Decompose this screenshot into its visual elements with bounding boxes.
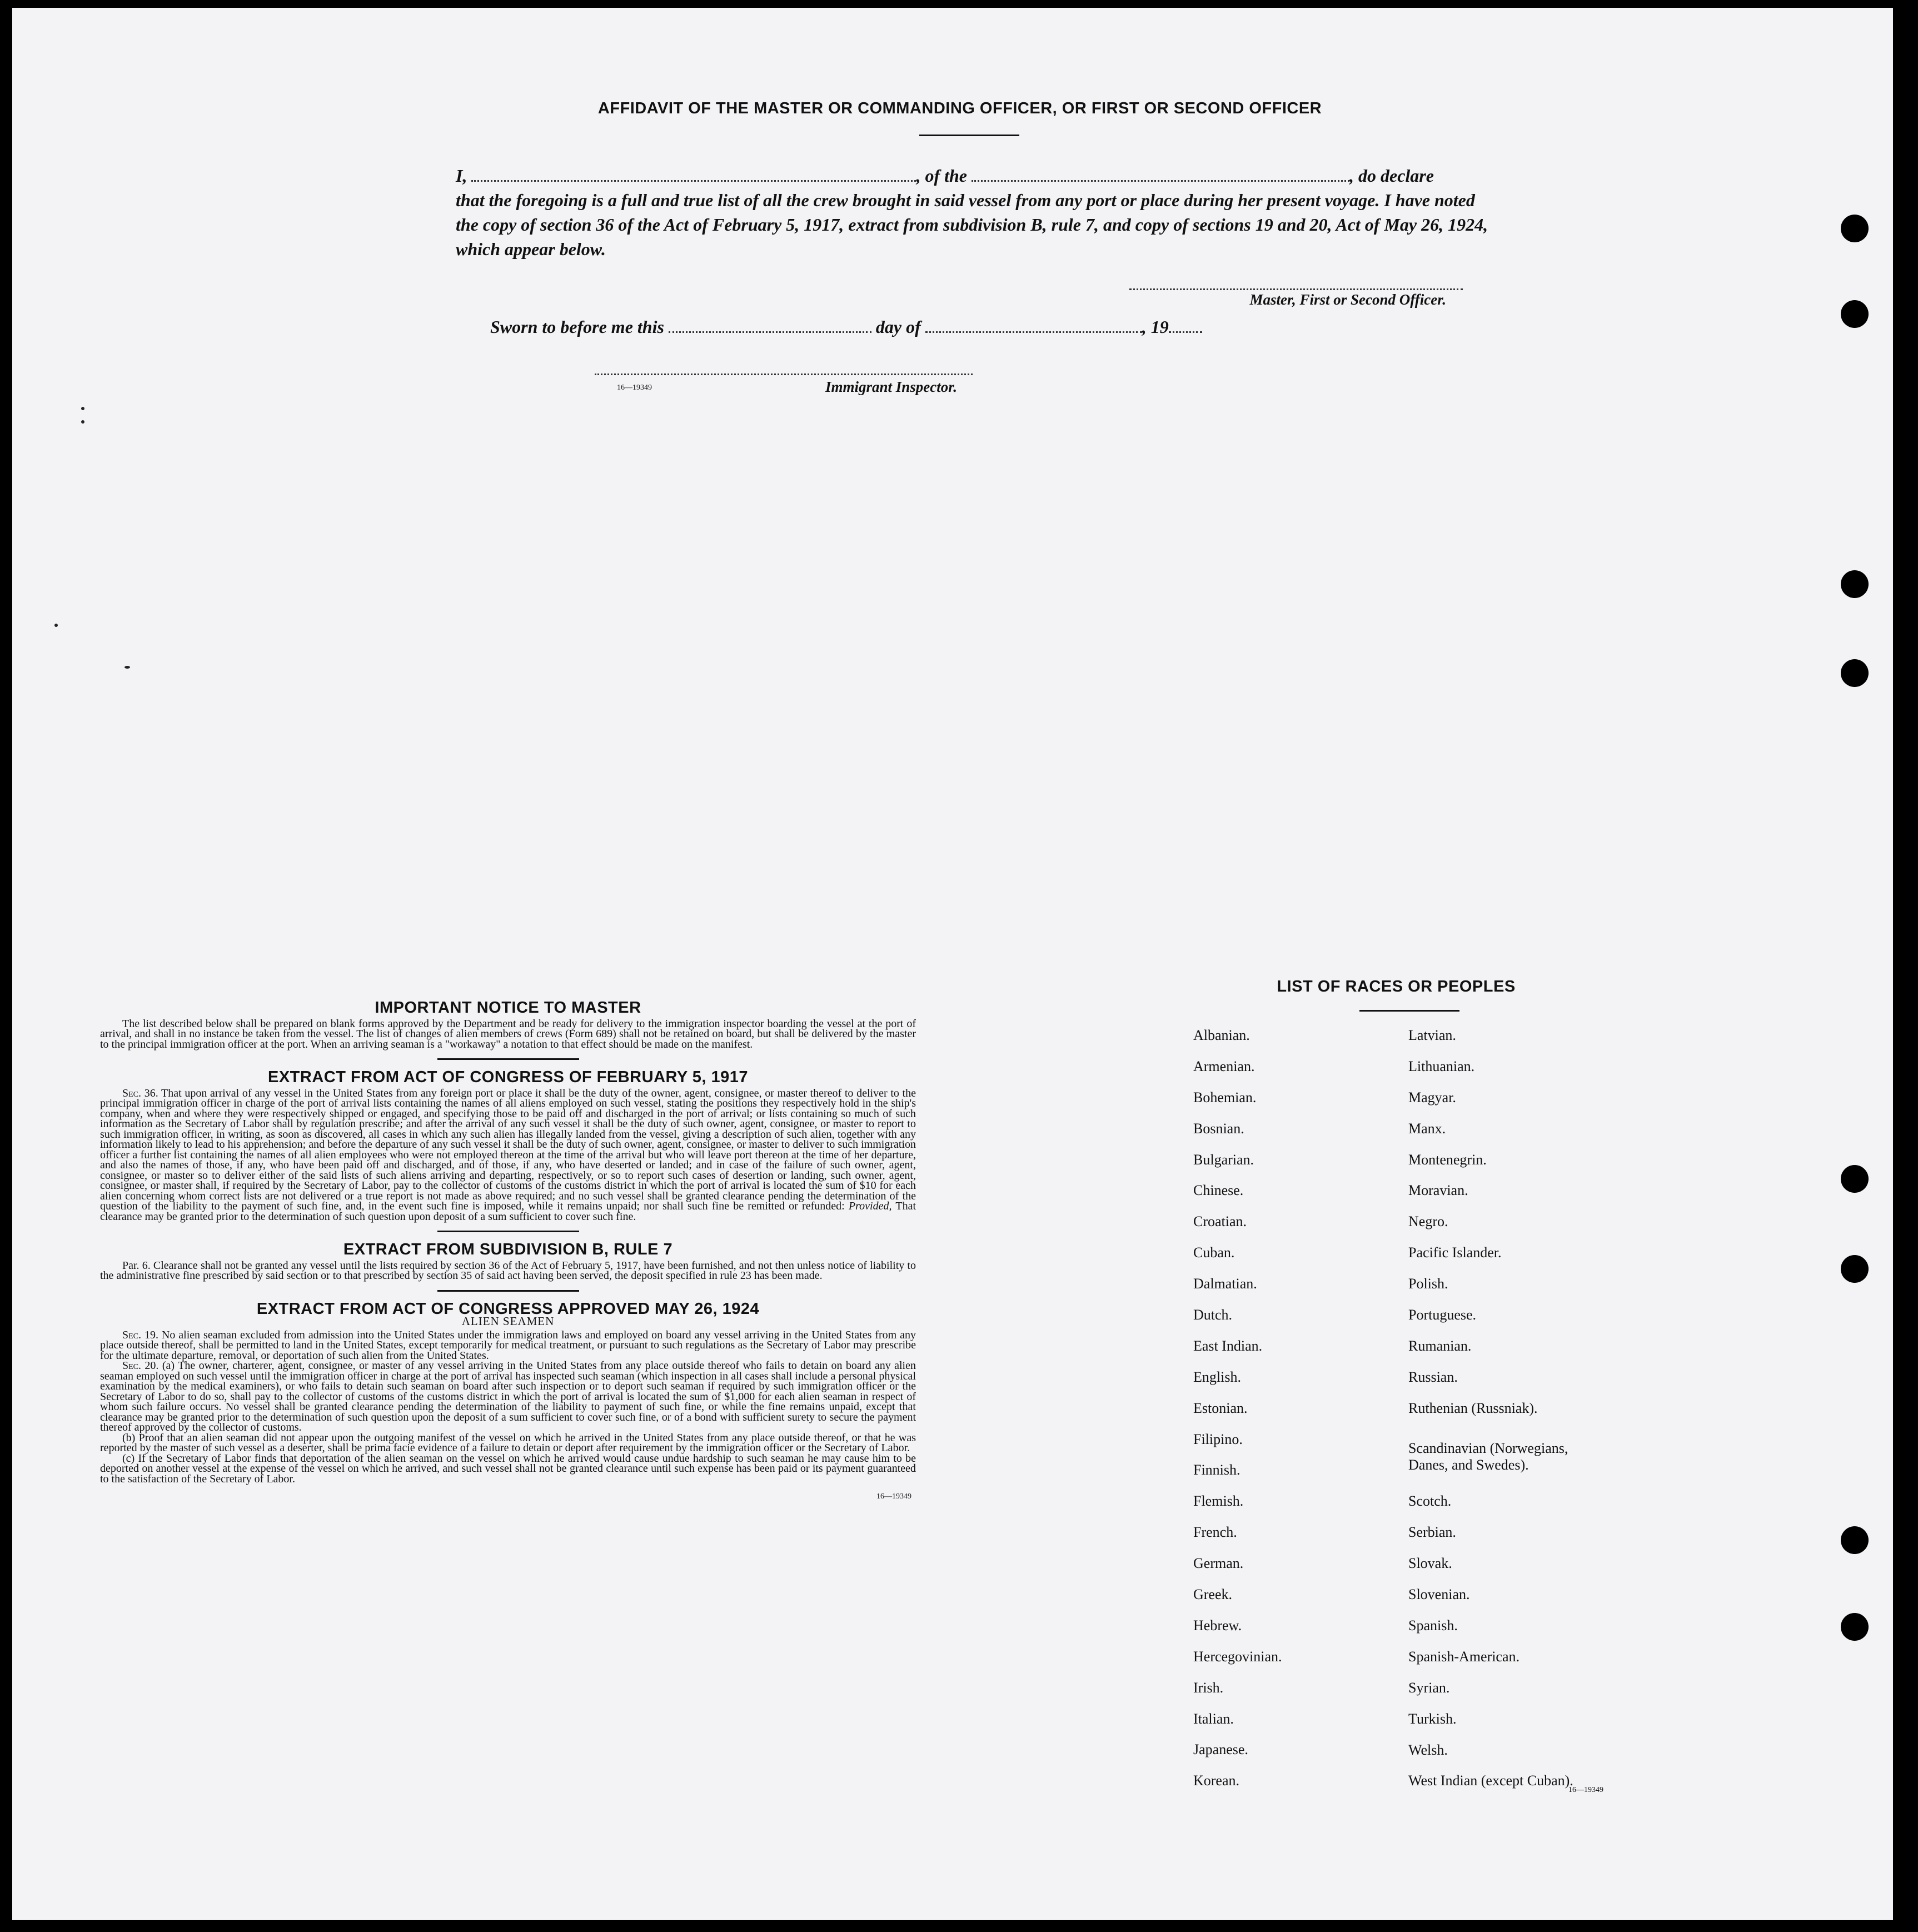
do-declare-label: , do declare <box>1349 166 1434 186</box>
scan-speck <box>81 407 84 410</box>
sec-20a-text: (a) The owner, charterer, agent, consignee, or master of any vessel arriving in the United States from any place outside thereof who fails to detain on board any alien seaman employed on such vessel until the immigration officer in charge at the port of arrival has inspected such seaman (which inspection in all cases shall include a personal physical examination by the medical examiners), or who fails to detain such seaman on board after such inspection or to deport such seaman if required by such immigration officer or the Secretary of Labor to do so, shall pay to the collector of customs of the customs district in which the port of arrival is located the sum of $1,000 for each alien seaman in respect of whom such failure occurs. No vessel shall be granted clearance pending the determination of the liability to payment of such fine, or while the fine remains unpaid, except that clearance may be granted prior to the determination of such question upon the deposit of a sum sufficient to cover such fine, or of a bond with sufficient surety to secure the payment thereof approved by the collector of customs. <box>100 1360 916 1433</box>
race-item: Magyar. <box>1408 1089 1456 1106</box>
sworn-line <box>490 317 1268 337</box>
punch-hole <box>1841 1613 1869 1641</box>
race-item: Bohemian. <box>1193 1089 1257 1106</box>
extract-1917-section <box>100 1068 916 1223</box>
race-item: Slovak. <box>1408 1555 1452 1572</box>
races-title: LIST OF RACES OR PEOPLES <box>1277 978 1516 995</box>
race-item: Scandinavian (Norwegians, Danes, and Swedes). <box>1408 1440 1568 1473</box>
punch-hole <box>1841 659 1869 687</box>
divider <box>437 1231 579 1232</box>
vessel-blank <box>972 180 1349 182</box>
race-item: East Indian. <box>1193 1337 1263 1354</box>
signature-line <box>1129 288 1463 290</box>
sec-20-label: Sec. 20. <box>122 1360 159 1372</box>
scan-speck <box>54 624 58 627</box>
race-item: Albanian. <box>1193 1027 1250 1043</box>
affidavit-text: that the foregoing is a full and true list of all the crew brought in said vessel from any port or place during her present voyage. I have noted the copy of section 36 of the Act of February 5, 1917, extract from subdivision B, rule 7, and copy of sections 19 and 20, Act of May 26, 1924, which appear below. <box>456 190 1488 259</box>
year-prefix: , 19 <box>1142 317 1169 337</box>
provided-label: Provided, <box>848 1200 892 1212</box>
extract-rule7-section <box>100 1241 916 1282</box>
race-item: Italian. <box>1193 1710 1234 1727</box>
race-item: Dalmatian. <box>1193 1276 1257 1292</box>
race-item: Negro. <box>1408 1213 1448 1230</box>
inspector-caption: Immigrant Inspector. <box>825 379 957 395</box>
race-item: Montenegrin. <box>1408 1151 1487 1168</box>
sec-20c-paragraph: (c) If the Secretary of Labor finds that deportation of the alien seaman on the vessel on which he arrived would cause undue hardship to such seaman he may cause him to be deported on another vessel at the expense of the vessel on which he arrived, and such vessel shall not be granted clearance until such expense has been paid or its payment guaranteed to the satisfaction of the Secretary of Labor. <box>100 1452 916 1485</box>
race-item: Spanish-American. <box>1408 1648 1520 1665</box>
day-of-label: day of <box>875 317 921 337</box>
race-item: Pacific Islander. <box>1408 1244 1502 1261</box>
race-item: Scotch. <box>1408 1493 1452 1510</box>
par-6-text: Par. 6. Clearance shall not be granted any vessel until the lists required by section 36 of the Act of February 5, 1917, have been furnished, and not then unless notice of liability to the administrative fine prescribed by said section or to that prescribed by section 35 of said act having been served, the deposit specified in rule 23 has been made. <box>100 1259 916 1282</box>
race-item: Slovenian. <box>1408 1586 1470 1603</box>
alien-seamen-subtitle: ALIEN SEAMEN <box>461 1314 555 1328</box>
punch-hole <box>1841 1165 1869 1193</box>
race-item: Syrian. <box>1408 1679 1450 1696</box>
sec-20a-paragraph <box>100 1361 916 1433</box>
race-item: English. <box>1193 1368 1241 1385</box>
form-number: 16—19349 <box>617 384 652 392</box>
affidavit-declaration <box>456 163 1489 261</box>
divider <box>437 1290 579 1292</box>
race-item: Rumanian. <box>1408 1337 1472 1354</box>
race-item: Serbian. <box>1408 1524 1456 1541</box>
race-item: West Indian (except Cuban). <box>1408 1772 1573 1789</box>
race-item: French. <box>1193 1524 1237 1541</box>
race-item: Welsh. <box>1408 1741 1448 1758</box>
race-item: Croatian. <box>1193 1213 1247 1230</box>
race-item: Moravian. <box>1408 1182 1468 1199</box>
notice-section <box>100 999 916 1050</box>
race-item: Irish. <box>1193 1679 1224 1696</box>
sworn-label: Sworn to before me this <box>490 317 664 337</box>
punch-hole <box>1841 300 1869 328</box>
notice-text: The list described below shall be prepared on blank forms approved by the Department and be ready for delivery to the immigration inspector boarding the vessel at the port of arrival, and shall in no instance be taken from the vessel. The list of changes of alien members of crews (Form 689) shall not be retained on board, but shall be delivered by the master to the principal immigration officer at the port. When an arriving seaman is a "workaway" a notation to that effect should be made on the manifest. <box>100 1017 916 1050</box>
divider <box>919 135 1019 136</box>
punch-hole <box>1841 1255 1869 1283</box>
extract-rule7-title: EXTRACT FROM SUBDIVISION B, RULE 7 <box>343 1241 673 1258</box>
race-item: Polish. <box>1408 1276 1448 1292</box>
sec-36-text: That upon arrival of any vessel in the United States from any foreign port or place it shall be the duty of the owner, agent, consignee, or master thereof to deliver to the principal immigration officer in charge of the port of arrival lists containing the names of all aliens employed on such vessel, stating the positions they respectively hold in the ship's company, when and where they were respectively shipped or engaged, and specifying those to be paid off and discharged in the port of arrival; or lists containing so much of such information as the Secretary of Labor shall by regulation prescribe; and after the arrival of any such vessel it shall be the duty of such owner, agent, consignee, or master to report to such immigration officer, in writing, as soon as discovered, all cases in which any such alien has illegally landed from the vessel, giving a description of such alien, together with any information likely to lead to his apprehension; and before the departure of any such vessel it shall be the duty of such owner, agent, consignee, or master to deliver to such immigration officer a further list containing the names of all alien employees who were not employed thereon at the time of the arrival but who will leave port thereon at the time of her departure, and also the names of those, if any, who have been paid off and discharged, and of those, if any, who have deserted or landed; and in case of the failure of such owner, agent, consignee, or master so to deliver either of the said lists of such aliens arriving and departing, respectively, or so to report such cases of desertion or landing, such owner, agent, consignee, or master shall, if required by the Secretary of Labor, pay to the collector of customs of the customs district in which the port of arrival is located the sum of $10 for each alien concerning whom correct lists are not delivered or a true report is not made as above required; and no such vessel shall be granted clearance pending the determination of the question of the liability to the payment of such fine, and, in the event such fine is imposed, while it remains unpaid; nor shall such fine be remitted or refunded: <box>100 1087 916 1212</box>
race-item: Ruthenian (Russniak). <box>1408 1400 1538 1416</box>
race-item: Hercegovinian. <box>1193 1648 1282 1665</box>
month-blank <box>925 331 1142 333</box>
sec-19-text: No alien seaman excluded from admission into the United States under the immigration laws and employed on board any vessel arriving in the United States from any place outside thereof, shall be permitted to land in the United States, except temporarily for medical treatment, or pursuant to such regulations as the Secretary of Labor may prescribe for the ultimate departure, removal, or deportation of such alien from the United States. <box>100 1328 916 1362</box>
race-item: Finnish. <box>1193 1462 1241 1478</box>
punch-hole <box>1841 215 1869 242</box>
race-item: Greek. <box>1193 1586 1233 1603</box>
race-item: Armenian. <box>1193 1058 1255 1074</box>
race-item: Bosnian. <box>1193 1120 1244 1137</box>
race-item: Latvian. <box>1408 1027 1456 1043</box>
race-item: Bulgarian. <box>1193 1151 1254 1168</box>
name-blank <box>471 180 916 182</box>
inspector-line <box>595 374 973 375</box>
provided-text: That clearance may be granted prior to the determination of such question upon deposit of a sum sufficient to cover such fine. <box>100 1200 916 1223</box>
race-item: Lithuanian. <box>1408 1058 1475 1074</box>
signature-caption: Master, First or Second Officer. <box>1249 291 1446 308</box>
sec-36-paragraph <box>100 1088 916 1222</box>
punch-hole <box>1841 570 1869 598</box>
year-blank <box>1169 331 1202 333</box>
form-number: 16—19349 <box>876 1492 911 1501</box>
race-item: Japanese. <box>1193 1741 1248 1758</box>
race-item: Manx. <box>1408 1120 1446 1137</box>
extract-1924-title: EXTRACT FROM ACT OF CONGRESS APPROVED MAY 26, 1924 <box>256 1299 760 1318</box>
race-item: Cuban. <box>1193 1244 1235 1261</box>
race-item: Portuguese. <box>1408 1307 1477 1323</box>
scan-speck <box>81 420 84 424</box>
notice-title: IMPORTANT NOTICE TO MASTER <box>375 999 641 1017</box>
race-item: Turkish. <box>1408 1710 1457 1727</box>
race-item: Hebrew. <box>1193 1617 1242 1634</box>
race-item: Filipino. <box>1193 1431 1243 1447</box>
races-right-column <box>1408 1025 1642 1801</box>
race-item: Korean. <box>1193 1772 1240 1789</box>
race-item: Estonian. <box>1193 1400 1248 1416</box>
race-item: Chinese. <box>1193 1182 1244 1199</box>
divider <box>437 1058 579 1060</box>
day-blank <box>669 331 871 333</box>
race-item: Spanish. <box>1408 1617 1458 1634</box>
race-item: German. <box>1193 1555 1244 1572</box>
sec-20b-paragraph: (b) Proof that an alien seaman did not appear upon the outgoing manifest of the vessel on which he arrived in the United States from any place outside thereof, or that he was reported by the master of such vessel as a deserter, shall be prima facie evidence of a failure to detain or deport after requirement by the immigration officer or the Secretary of Labor. <box>100 1431 916 1454</box>
of-the-label: , of the <box>916 166 967 186</box>
race-item: Russian. <box>1408 1368 1458 1385</box>
i-label: I, <box>456 166 467 186</box>
legal-extracts <box>100 999 916 1510</box>
extract-1917-title: EXTRACT FROM ACT OF CONGRESS OF FEBRUARY 5, 1917 <box>267 1068 749 1086</box>
divider <box>1359 1010 1459 1012</box>
punch-hole <box>1841 1526 1869 1554</box>
race-item: Dutch. <box>1193 1307 1233 1323</box>
form-page <box>12 8 1893 1920</box>
extract-1924-section <box>100 1299 916 1502</box>
affidavit-title: AFFIDAVIT OF THE MASTER OR COMMANDING OFFICER, OR FIRST OR SECOND OFFICER <box>597 99 1322 117</box>
races-left-column <box>1193 1025 1371 1801</box>
scan-speck <box>124 666 130 669</box>
sec-36-label: Sec. 36. <box>122 1087 158 1099</box>
form-number: 16—19349 <box>1568 1786 1603 1794</box>
sec-19-paragraph <box>100 1330 916 1361</box>
sec-19-label: Sec. 19. <box>122 1328 158 1341</box>
race-item: Flemish. <box>1193 1493 1244 1510</box>
